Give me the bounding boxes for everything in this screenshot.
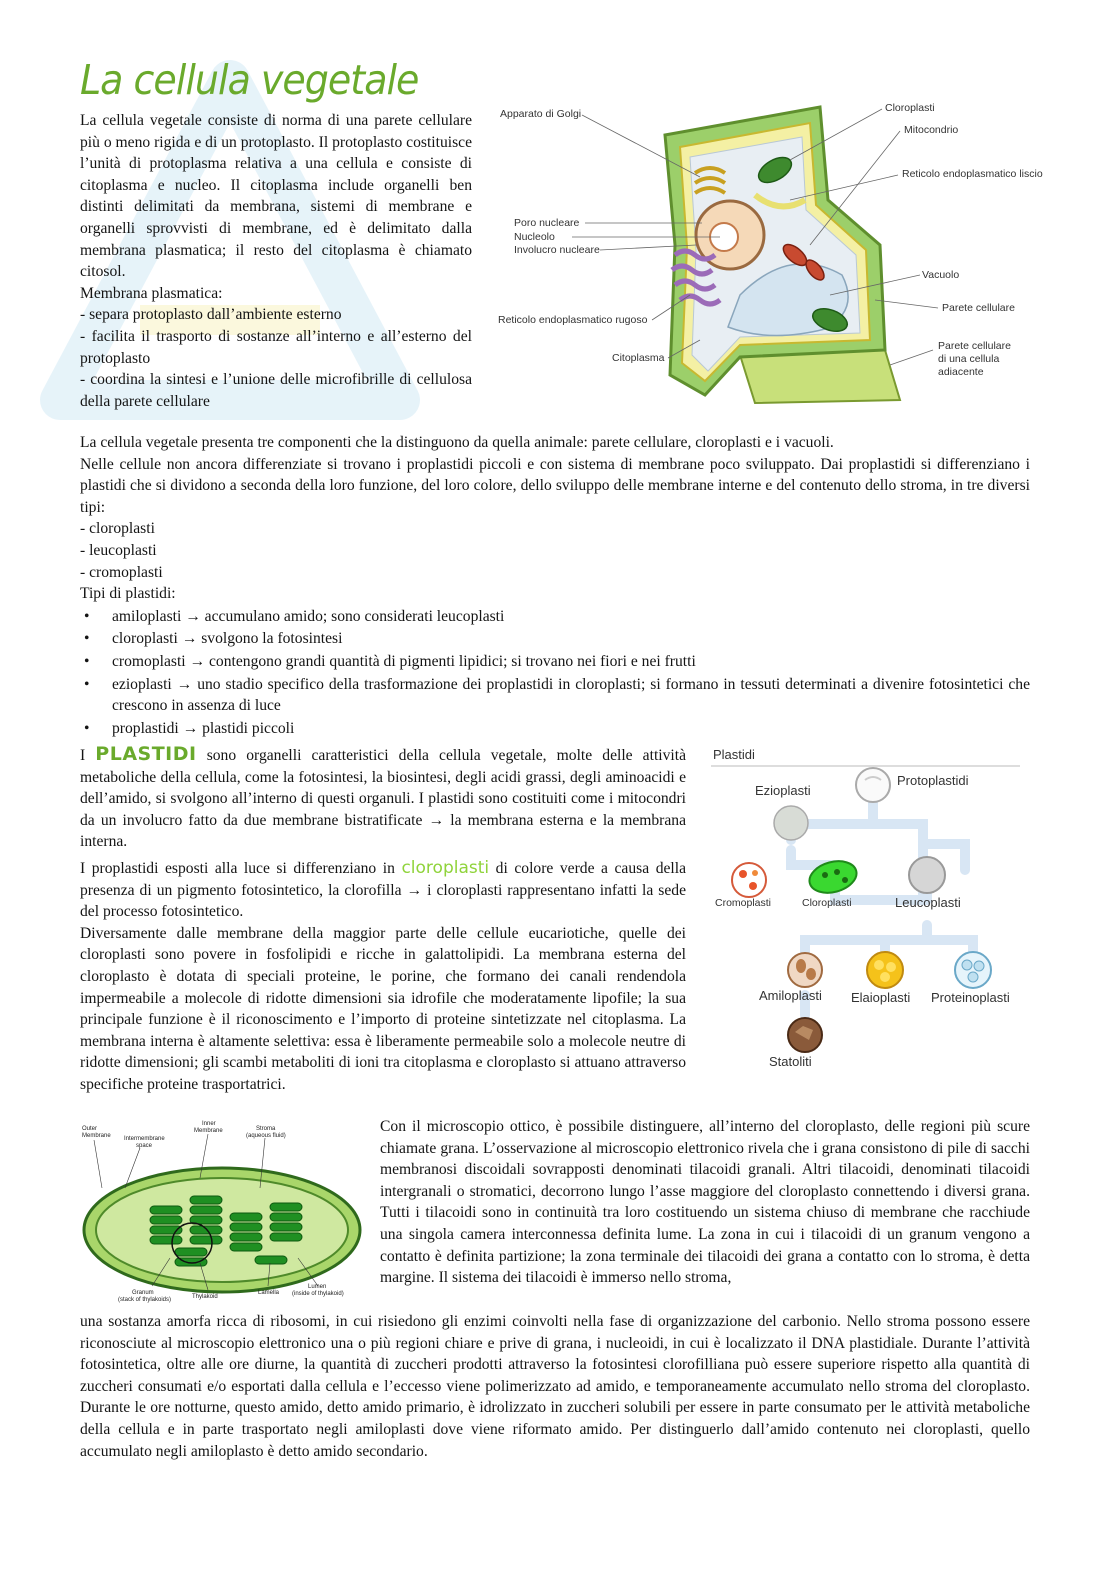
cromoplasti-dot	[749, 882, 757, 890]
cloroplasti-highlight: cloroplasti	[401, 857, 490, 878]
label-granum: (stack of thylakoids)	[118, 1297, 172, 1303]
label-stroma: Stroma	[256, 1126, 276, 1132]
plastid-diagram-title: Plastidi	[713, 747, 755, 762]
label-parete: Parete cellulare	[942, 302, 1015, 314]
ezioplasti-icon	[774, 806, 808, 840]
tipi-bullet: • ezioplasti → uno stadio specifico della trasformazione dei proplastidi in cloroplasti; si formano in tessuti determinati a divenire fotosintetici che crescono in assenza di luce	[80, 674, 1030, 717]
label-outer: Outer	[82, 1126, 98, 1132]
label-statoliti: Statoliti	[769, 1054, 812, 1069]
label-stroma: (aqueous fluid)	[246, 1133, 286, 1139]
membrana-title: Membrana plasmatica:	[80, 284, 223, 302]
label-inner: Membrane	[194, 1128, 223, 1134]
cromoplasti-dot	[739, 870, 747, 878]
label-citoplasma: Citoplasma	[612, 352, 665, 364]
elaioplasti-drop	[880, 972, 890, 982]
plastidi-highlight: PLASTIDI	[95, 743, 197, 765]
label-reticolo-rugoso: Reticolo endoplasmatico rugoso	[498, 314, 648, 326]
label-lumen: (inside of thylakoid)	[292, 1291, 344, 1297]
proteinoplasti-body	[962, 960, 972, 970]
adjacent-wall-shape	[740, 350, 900, 403]
tipi-title: Tipi di plastidi:	[80, 585, 176, 603]
label-amiloplasti: Amiloplasti	[759, 988, 822, 1003]
tipo-item: - cloroplasti	[80, 520, 155, 538]
tipi-bullet: • cromoplasti → contengono grandi quantità di pigmenti lipidici; si trovano nei fiori e nei frutti	[80, 651, 1030, 673]
label-outer: Membrane	[82, 1133, 111, 1139]
label-cromoplasti: Cromoplasti	[715, 897, 772, 909]
label-poro: Poro nucleare	[514, 217, 580, 229]
tipi-bullet: • amiloplasti → accumulano amido; sono considerati leucoplasti	[80, 606, 1030, 628]
label-cloroplasti: Cloroplasti	[802, 897, 852, 909]
label-cloroplasti: Cloroplasti	[885, 102, 935, 114]
label-parete-adiacente: Parete cellulare	[938, 340, 1011, 352]
membrane-paragraph: Diversamente dalle membrane della maggior parte delle cellule eucariotiche, quelle dei cloroplasti sono povere in fosfolipidi e ricche in galattolipidi. La membrana esterna del cloroplasto è dotata di speciali proteine, le porine, che formano dei canali rendendola impermeabile a molecole di ridotte dimensioni sia idrofile che moderatamente lipofile; la sua principale funzione è il riconoscimento e l’importo di proteine sintetizzate nel citoplasma. La membrana interna è altamente selettiva: essa è liberamente permeabile solo a molecole neutre di ridotte dimensioni; gli scambi metaboliti di ioni tra citoplasma e cloroplasto si attuano attraverso specifiche proteine trasportatrici.	[80, 924, 686, 1093]
final-block	[80, 1311, 1030, 1462]
microscopio-block	[380, 1116, 1030, 1289]
tipo-item: - leucoplasti	[80, 541, 157, 559]
label-reticolo-liscio: Reticolo endoplasmatico liscio	[902, 168, 1043, 180]
tipi-bullet: • cloroplasti → svolgono la fotosintesi	[80, 628, 1030, 650]
label-granum: Granum	[132, 1290, 154, 1296]
membrana-item: - facilita il trasporto di sostanze all’interno e all’esterno del protoplasto	[80, 327, 472, 367]
membrana-item: - separa protoplasto dall’ambiente esterno	[80, 306, 342, 324]
label-leucoplasti: Leucoplasti	[895, 895, 961, 910]
plastidi-section	[80, 744, 686, 1096]
componenti-paragraph: La cellula vegetale presenta tre componenti che la distinguono da quella animale: parete cellulare, cloroplasti e i vacuoli.	[80, 434, 834, 451]
label-intermembrane: Intermembrane	[124, 1136, 165, 1142]
elaioplasti-icon	[867, 952, 903, 988]
leucoplasti-icon	[909, 857, 945, 893]
plastidi-paragraph	[80, 744, 686, 853]
plastid-diagram	[705, 740, 1040, 1080]
cloroplasti-dot	[822, 872, 828, 878]
page-title: La cellula vegetale	[80, 56, 419, 104]
label-proteinoplasti: Proteinoplasti	[931, 990, 1010, 1005]
middle-section	[80, 432, 1030, 739]
label-parete-adiacente: di una cellula	[938, 353, 1000, 365]
elaioplasti-drop	[886, 962, 896, 972]
label-golgi: Apparato di Golgi	[500, 108, 582, 120]
cloroplasti-dot	[842, 877, 848, 883]
elaioplasti-drop	[874, 960, 884, 970]
proteinoplasti-icon	[955, 952, 991, 988]
label-parete-adiacente: adiacente	[938, 366, 984, 378]
label-thylakoid: Thylakoid	[192, 1294, 218, 1300]
protoplastidi-icon	[856, 768, 890, 802]
plastidi-start: I	[80, 747, 96, 764]
tipo-item: - cromoplasti	[80, 563, 163, 581]
label-vacuolo: Vacuolo	[922, 269, 960, 281]
plastidi-rest: sono organelli caratteristici della cellula vegetale, molte delle attività metaboliche della cellula, come la fotosintesi, la biosintesi, degli acidi grassi, degli aminoacidi e dell’amido, si svolgono all’interno di questi organuli. I plastidi sono costituiti come i mitocondri da un involucro fatto da due membrane bistratificate → la membrana esterna e la membrana interna.	[80, 747, 686, 851]
proplastidi-paragraph: Nelle cellule non ancora differenziate si trovano i proplastidi piccoli e con sistema di membrane poco sviluppato. Dai proplastidi si differenziano i plastidi che si dividono a seconda della loro funzione, del loro colore, dello sviluppo delle membrane interne e del contenuto dello stroma, in tre diversi tipi:	[80, 455, 1030, 516]
intro-paragraph: La cellula vegetale consiste di norma di una parete cellulare più o meno rigida e di un protoplasto. Il protoplasto costituisce l’unità di protoplasma relativa a una cellula e consiste di citoplasma e nucleo. Il citoplasma include organelli ben distinti delimitati da membrana, sistemi di membrane e organelli sprovvisti di membrane, ed è delimitato dalla membrana plasmatica; il resto del citoplasma è chiamato citosol.	[80, 112, 472, 281]
label-nucleolo: Nucleolo	[514, 231, 555, 243]
label-lamella: Lamella	[258, 1290, 280, 1296]
label-protoplastidi: Protoplastidi	[897, 773, 969, 788]
cloroplasti-dot	[834, 869, 840, 875]
chloroplast-structure-diagram	[80, 1118, 365, 1308]
cloroplasti-paragraph	[80, 858, 686, 923]
cromoplasti-dot	[752, 870, 758, 876]
tipi-bullet: • proplastidi → plastidi piccoli	[80, 718, 1030, 740]
cloroplasti-start: I proplastidi esposti alla luce si differenziano in	[80, 859, 402, 877]
label-ezioplasti: Ezioplasti	[755, 783, 811, 798]
intro-block	[80, 110, 472, 412]
label-involucro: Involucro nucleare	[514, 244, 600, 256]
label-lumen: Lumen	[308, 1284, 327, 1290]
proteinoplasti-body	[968, 972, 978, 982]
tipi-list	[80, 606, 1030, 740]
label-mitocondrio: Mitocondrio	[904, 124, 959, 136]
amiloplasti-grain	[796, 959, 806, 973]
label-elaioplasti: Elaioplasti	[851, 990, 911, 1005]
amiloplasti-grain	[806, 968, 816, 980]
cromoplasti-icon	[732, 863, 766, 897]
label-inner: Inner	[202, 1121, 216, 1127]
label-intermembrane: space	[136, 1143, 153, 1149]
plant-cell-diagram	[490, 95, 1060, 407]
membrana-item: - coordina la sintesi e l’unione delle microfibrille di cellulosa della parete cellulare	[80, 371, 472, 410]
microscopio-paragraph: Con il microscopio ottico, è possibile distinguere, all’interno del cloroplasto, delle regioni più scure chiamate grana. L’osservazione al microscopio elettronico rivela che i grana consistono di pile di sacchi membranosi discoidali sovrapposti denominati tilacoidi granali. Altri tilacoidi, denominati tilacoidi intergranali o stromatici, decorrono lungo l’asse maggiore del cloroplasto connettendo i diversi grana. Tutti i tilacoidi sono in continuità tra loro costituendo un sistema chiuso di membrane che racchiude una singola camera interconnessa definita lume. La zona in cui i tilacoidi di un granum vengono a contatto è definita partizione; la zona terminale dei tilacoidi dei grana a contatto con lo stroma, è detta margine. Il sistema dei tilacoidi è immerso nello stroma,	[380, 1118, 1030, 1287]
cloroplasti-rest: di colore verde a causa della presenza di un pigmento fotosintetico, la clorofilla → i cloroplasti rappresentano infatti la sede del processo fotosintetico.	[80, 859, 686, 921]
proteinoplasti-body	[974, 961, 984, 971]
final-paragraph: una sostanza amorfa ricca di ribosomi, in cui risiedono gli enzimi coinvolti nella fase di organizzazione del carbonio. Nello stroma possono essere riconosciute al microscopio elettronico una o più regioni chiare e prive di grana, i nucleoidi, in cui è localizzato il DNA plastidiale. Durante l’attività fotosintetica, oltre alle ore diurne, la quantità di zuccheri prodotti attraverso la fotosintesi clorofilliana può essere superiore rispetto alla quantità di zuccheri consumati e/o esportati dalla cellula e l’eccesso viene polimerizzato ad amido, e temporaneamente accumulato nello stroma del cloroplasto. Durante le ore notturne, questo amido, detto amido primario, è idrolizzato in zuccheri solubili per essere in parte consumato per le attività metaboliche della cellula e in parte trasportato negli amiloplasti dove viene riformato amido. Per distinguerlo dall’amido contenuto nei cloroplasti, quello accumulato negli amiloplasto è detto amido secondario.	[80, 1313, 1030, 1460]
